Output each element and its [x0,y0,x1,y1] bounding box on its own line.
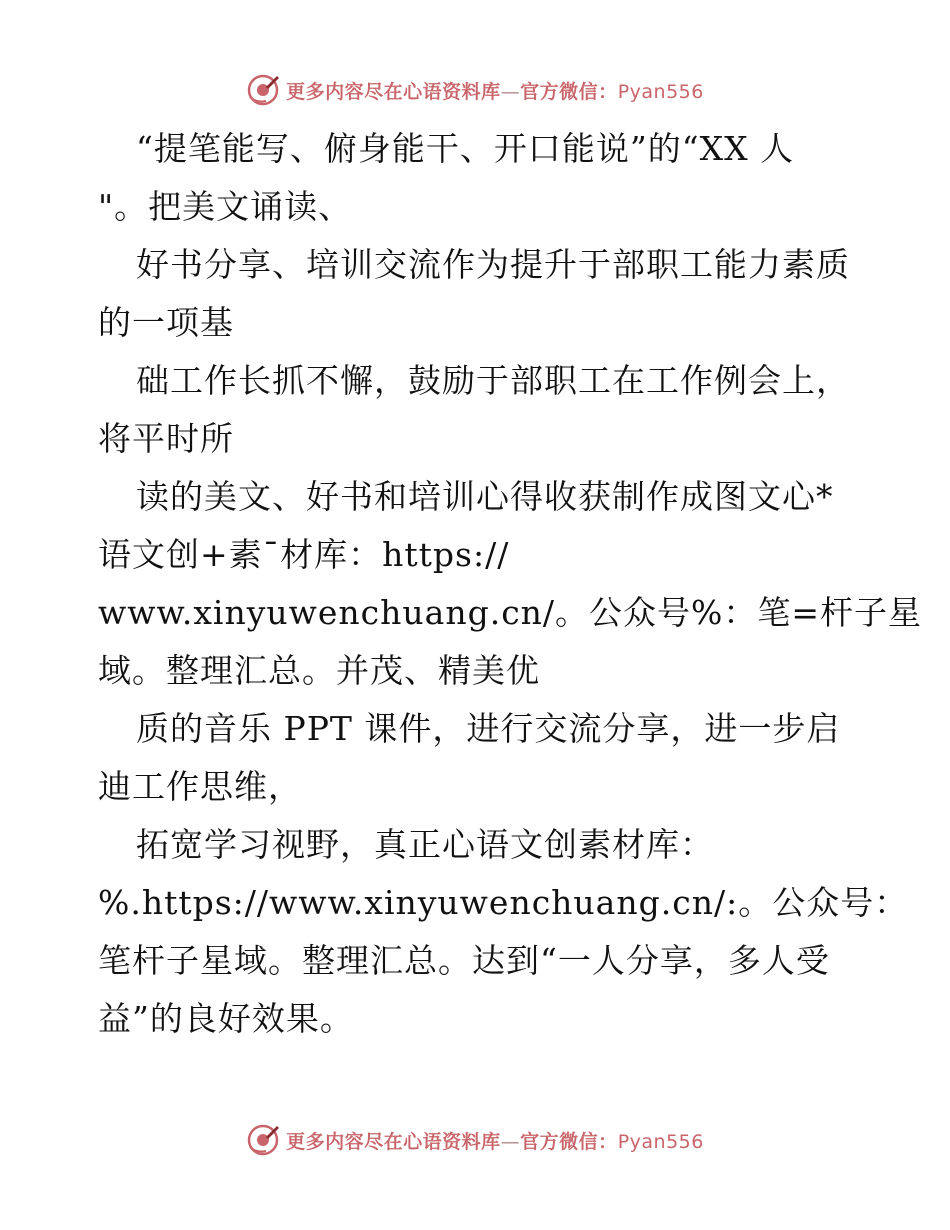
footer-banner-title: 更多内容尽在心语资料库 [286,1130,501,1153]
header-banner [0,70,950,110]
footer-banner-text [286,1127,704,1154]
header-banner-wechat-label: 官方微信： [520,80,618,103]
body-line: “提笔能写、俯身能干、开口能说”的“XX 人 [136,129,795,168]
body-line: 质的音乐 PPT 课件，进行交流分享，进一步启 [136,709,841,748]
body-line: %.https://www.xinyuwenchuang.cn/:。公众号： [98,883,909,922]
body-line: 语文创+素¯材库：https:// [98,535,510,574]
body-line: 将平时所 [98,419,234,458]
pen-logo-icon [246,73,280,107]
body-line: 域。整理汇总。并茂、精美优 [98,651,540,690]
body-line: 拓宽学习视野，真正心语文创素材库： [136,825,714,864]
footer-banner-dash: — [500,1130,521,1153]
footer-banner-wechat-label: 官方微信： [520,1130,618,1153]
document-body [98,120,923,1048]
footer-banner-wechat-id: Pyan556 [617,1130,704,1153]
body-line: 迪工作思维， [98,767,302,806]
body-line: 好书分享、培训交流作为提升于部职工能力素质 [136,245,850,284]
body-line: 础工作长抓不懈，鼓励于部职工在工作例会上， [136,361,850,400]
header-banner-dash: — [500,80,521,103]
header-banner-title: 更多内容尽在心语资料库 [286,80,501,103]
body-line: 益”的良好效果。 [98,999,354,1038]
header-banner-wechat-id: Pyan556 [617,80,704,103]
header-banner-text [286,77,704,104]
pen-logo-icon [246,1123,280,1157]
body-line: www.xinyuwenchuang.cn/。公众号%：笔=杆子星 [98,593,923,632]
body-line: 的一项基 [98,303,234,342]
footer-banner [0,1120,950,1160]
body-line: 读的美文、好书和培训心得收获制作成图文心* [136,477,834,516]
body-line: "。把美文诵读、 [98,187,353,226]
body-line: 笔杆子星域。整理汇总。达到“一人分享，多人受 [98,941,830,980]
